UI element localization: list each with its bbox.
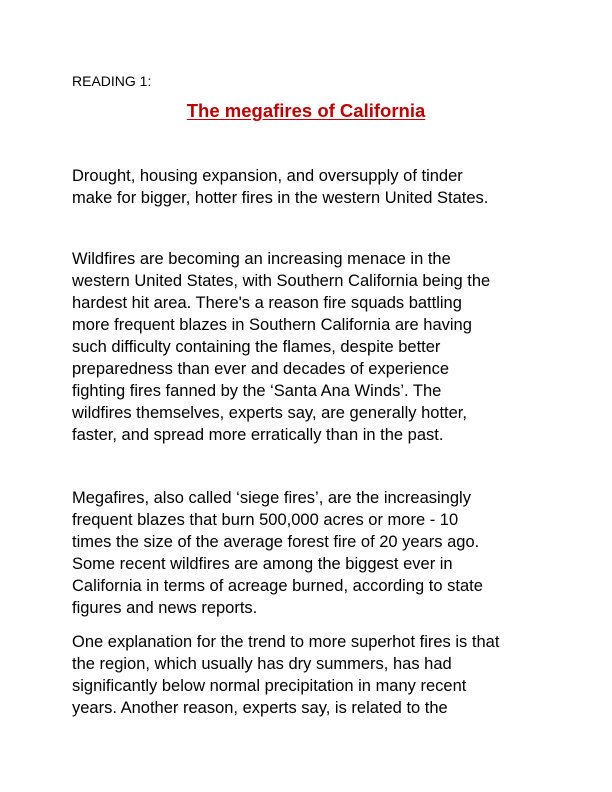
text-line: Megafires, also called ‘siege fires’, are the increasingly: [72, 489, 471, 507]
text-line: figures and news reports.: [72, 599, 258, 617]
text-line: preparedness than ever and decades of experience: [72, 360, 450, 378]
text-line: One explanation for the trend to more superhot fires is that: [72, 633, 500, 651]
text-line: more frequent blazes in Southern California are having: [72, 316, 472, 334]
text-line: frequent blazes that burn 500,000 acres or more - 10: [72, 511, 459, 529]
text-line: times the size of the average forest fire of 20 years ago.: [72, 533, 480, 551]
paragraph-megafires: [72, 487, 546, 619]
section-label: READING 1:: [72, 73, 152, 89]
text-line: significantly below normal precipitation in many recent: [72, 677, 467, 695]
paragraph-subtitle: [72, 165, 546, 209]
text-line: western United States, with Southern California being the: [72, 272, 491, 290]
text-line: such difficulty containing the flames, despite better: [72, 338, 441, 356]
text-line: the region, which usually has dry summers, has had: [72, 655, 452, 673]
text-line: fighting fires fanned by the ‘Santa Ana Winds’. The: [72, 382, 442, 400]
text-line: California in terms of acreage burned, according to state: [72, 577, 483, 595]
paragraph-wildfires: [72, 248, 546, 446]
text-line: Drought, housing expansion, and oversupply of tinder: [72, 167, 463, 185]
paragraph-explanation: [72, 631, 546, 719]
text-line: hardest hit area. There's a reason fire squads battling: [72, 294, 462, 312]
text-line: faster, and spread more erratically than in the past.: [72, 426, 444, 444]
text-line: wildfires themselves, experts say, are generally hotter,: [72, 404, 467, 422]
text-line: make for bigger, hotter fires in the western United States.: [72, 189, 489, 207]
text-line: Some recent wildfires are among the biggest ever in: [72, 555, 453, 573]
document-title: The megafires of California: [186, 100, 426, 121]
text-line: years. Another reason, experts say, is related to the: [72, 699, 448, 717]
text-line: Wildfires are becoming an increasing menace in the: [72, 250, 451, 268]
